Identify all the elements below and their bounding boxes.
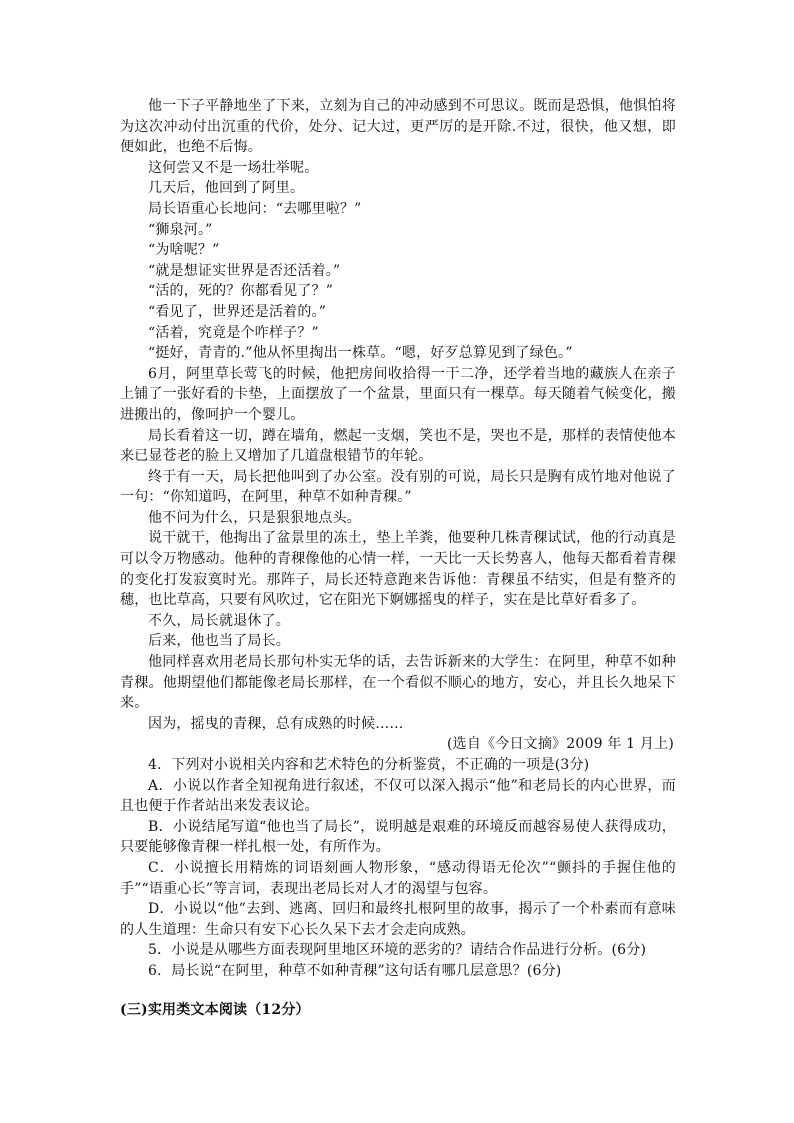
question-5: 5．小说是从哪些方面表现阿里地区环境的恶劣的？请结合作品进行分析。(6分) <box>148 942 647 959</box>
story-paragraph: 终于有一天，局长把他叫到了办公室。没有别的可说，局长只是胸有成竹地对他说了一句：“你知道吗，在阿里，种草不如种青稞。” <box>120 468 676 506</box>
story-paragraph: 不久，局长就退休了。 <box>148 612 290 629</box>
question-4-option-a: A．小说以作者全知视角进行叙述，不仅可以深入揭示“他”和老局长的内心世界，而且也便于作者站出来发表议论。 <box>120 777 676 815</box>
story-paragraph: “活的，死的？你都看见了？” <box>148 283 334 300</box>
source-citation: (选自《今日文摘》2009 年 1 月上) <box>446 736 674 753</box>
story-paragraph: 局长语重心长地问：“去哪里啦？” <box>148 200 362 217</box>
story-paragraph: 因为，摇曳的青稞，总有成熟的时候…… <box>148 715 404 732</box>
story-paragraph: 说干就干，他掏出了盆景里的冻土，垫上羊粪，他要种几株青稞试试，他的行动真是可以令万物感动。他种的青稞像他的心情一样，一天比一天长势喜人，他每天都看着青稞的变化打发寂寞时光。那阵子，局长还特意跑来告诉他：青稞虽不结实，但是有整齐的穗，也比草高，只要有风吹过，它在阳光下婀娜摇曳的样子，实在是比草好看多了。 <box>120 530 676 609</box>
story-paragraph: “活着，究竟是个咋样子？” <box>148 324 319 341</box>
story-paragraph: 6月，阿里草长莺飞的时候，他把房间收拾得一干二净，还学着当地的藏族人在亲子上铺了一张好看的卡垫，上面摆放了一个盆景，里面只有一棵草。每天随着气候变化，搬进搬出的，像呵护一个婴儿。 <box>120 365 676 423</box>
question-4-option-b: B．小说结尾写道“他也当了局长”，说明越是艰难的环境反而越容易使人获得成功，只要能够像青稞一样扎根一处，有所作为。 <box>120 818 676 856</box>
story-paragraph: “看见了，世界还是活着的。” <box>148 303 327 320</box>
story-paragraph: 他不问为什么，只是狠狠地点头。 <box>148 509 361 526</box>
question-4-stem: 4．下列对小说相关内容和艺术特色的分析鉴赏，不正确的一项是(3分) <box>148 757 590 773</box>
story-paragraph: 几天后，他回到了阿里。 <box>148 180 305 197</box>
story-paragraph: 这何尝又不是一场壮举呢。 <box>148 159 319 176</box>
story-paragraph: 局长看着这一切，蹲在墙角，燃起一支烟，笑也不是，哭也不是，那样的表情使他本来已显苍老的脸上又增加了几道盘根错节的年轮。 <box>120 427 676 465</box>
question-6: 6．局长说“在阿里，种草不如种青稞”这句话有哪几层意思？(6分) <box>148 962 562 979</box>
story-paragraph: 他一下子平静地坐了下来，立刻为自己的冲动感到不可思议。既而是恐惧，他惧怕将为这次冲动付出沉重的代价，处分、记大过，更严厉的是开除.不过，很快，他又想，即便如此，也绝不后悔。 <box>120 98 676 156</box>
story-paragraph: “挺好，青青的.”他从怀里掏出一株草。“嗯，好歹总算见到了绿色。” <box>148 345 573 362</box>
question-4-option-d: D．小说以“他”去到、逃离、回归和最终扎根阿里的故事，揭示了一个朴素而有意味的人生道理：生命只有安下心长久呆下去才会走向成熟。 <box>120 901 676 938</box>
story-paragraph: “就是想证实世界是否还活着。” <box>148 262 341 279</box>
story-paragraph: 后来，他也当了局长。 <box>148 633 290 650</box>
story-paragraph: “为啥呢？” <box>148 242 220 259</box>
section-heading: (三)实用类文本阅读（12分） <box>120 1002 310 1018</box>
story-text <box>120 96 676 982</box>
question-4-option-c: C．小说擅长用精炼的词语刻画人物形象，“感动得语无伦次”“颤抖的手握住他的手”“语重心长”等言词，表现出老局长对人才的渴望与包容。 <box>120 859 676 897</box>
story-paragraph: 他同样喜欢用老局长那句朴实无华的话，去告诉新来的大学生：在阿里，种草不如种青稞。他期望他们都能像老局长那样，在一个看似不顺心的地方，安心，并且长久地呆下来。 <box>120 654 676 712</box>
story-paragraph: “狮泉河。” <box>148 221 213 238</box>
